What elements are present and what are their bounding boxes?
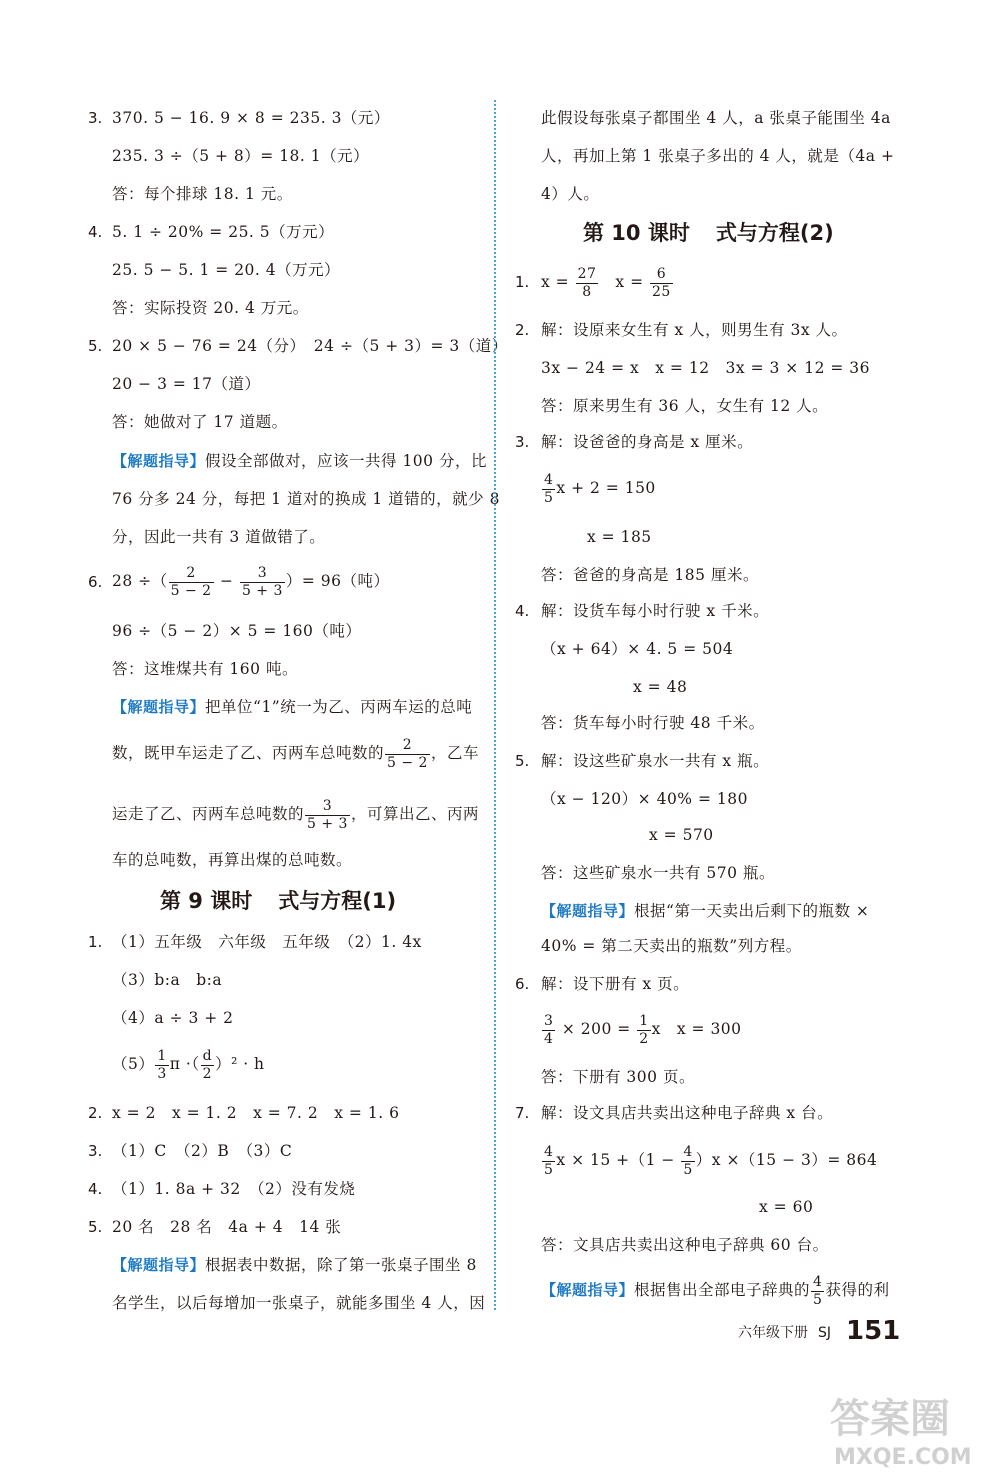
lesson-heading: 第 9 课时 式与方程(1) [160,889,397,913]
fraction: $\frac{1}{3}$ [157,1047,167,1082]
answer-line: （4）a ÷ 3 + 2 [112,1009,234,1027]
tip-line-fraction: 【解题指导】根据售出全部电子辞典的 $\frac{4}{5}$ 获得的利 [541,1273,890,1308]
watermark-text: 答案圈 [830,1396,950,1442]
question-number: 4. [515,602,530,620]
fraction: $\frac{4}{5}$ [544,1143,554,1178]
answer-line: 答：爸爸的身高是 185 厘米。 [541,566,759,584]
answer-line: 解：设这些矿泉水一共有 x 瓶。 [541,752,770,770]
answer-line: （x + 64）× 4. 5 = 504 [541,640,734,658]
answer-line: x = 48 [633,678,688,696]
answer-line: 5. 1 ÷ 20% = 25. 5（万元） [112,223,335,241]
tip-label: 【解题指导】 [541,902,635,920]
answer-line: 答：货车每小时行驶 48 千米。 [541,714,765,732]
answer-line-fraction: 28 ÷（ $\frac{2}{5 - 2}$ − $\frac{3}{5 + 3}$ ）= 96（吨） [112,564,390,599]
answer-line: 答：原来男生有 36 人，女生有 12 人。 [541,397,829,415]
fraction: $\frac{2}{5 - 2}$ [170,564,212,599]
answer-line-fraction: （5） $\frac{1}{3}$ π ·（ $\frac{d}{2}$ ）² · h [112,1047,265,1082]
answer-line: 解：设文具店共卖出这种电子辞典 x 台。 [541,1104,834,1122]
question-number: 5. [88,1218,103,1236]
tip-line: 【解题指导】根据表中数据，除了第一张桌子围坐 8 [112,1256,477,1274]
answer-line: 235. 3 ÷（5 + 8）= 18. 1（元） [112,147,370,165]
answer-line: x = 60 [759,1198,814,1216]
answer-line-fraction: x = $\frac{27}{8}$ x = $\frac{6}{25}$ [541,265,671,300]
tip-line: 【解题指导】把单位“1”统一为乙、丙两车运的总吨 [112,698,473,716]
tip-text: 假设全部做对，应该一共得 100 分，比 [205,452,487,470]
answer-line: （1）五年级 六年级 五年级 （2）1. 4x [112,933,422,951]
question-number: 2. [88,1104,103,1122]
answer-line: 答：她做对了 17 道题。 [112,413,288,431]
lesson-heading: 第 10 课时 式与方程(2) [583,221,834,245]
answer-line: x = 185 [587,528,652,546]
answer-line: 20 − 3 = 17（道） [112,375,261,393]
tip-line: 此假设每张桌子都围坐 4 人，a 张桌子能围坐 4a [541,109,891,127]
answer-line-fraction: $\frac{4}{5}$ x × 15 +（1 − $\frac{4}{5}$ ）x ×（15 − 3）= 864 [544,1143,878,1178]
answer-line: 96 ÷（5 − 2）× 5 = 160（吨） [112,622,362,640]
question-number: 7. [515,1104,530,1122]
fraction: $\frac{6}{25}$ [652,265,671,300]
question-number: 1. [515,273,530,291]
answer-line: 解：设原来女生有 x 人，则男生有 3x 人。 [541,321,848,339]
tip-label: 【解题指导】 [112,452,206,470]
question-number: 5. [88,337,103,355]
tip-label: 【解题指导】 [112,698,206,716]
answer-line: 25. 5 − 5. 1 = 20. 4（万元） [112,261,341,279]
tip-line: 人，再加上第 1 张桌子多出的 4 人，就是（4a + [541,147,895,165]
tip-line-fraction: 数，既甲车运走了乙、丙两车总吨数的 $\frac{2}{5 - 2}$ ，乙车 [112,736,479,771]
tip-line: 车的总吨数，再算出煤的总吨数。 [112,851,353,869]
fraction: $\frac{3}{4}$ [544,1012,554,1047]
answer-line: x = 2 x = 1. 2 x = 7. 2 x = 1. 6 [112,1104,400,1122]
answer-line: （1）C （2）B （3）C [112,1142,293,1160]
tip-line: 【解题指导】根据“第一天卖出后剩下的瓶数 × [541,902,870,920]
page-number: 151 [846,1316,901,1346]
question-number: 5. [515,752,530,770]
answer-line: 370. 5 − 16. 9 × 8 = 235. 3（元） [112,109,390,127]
answer-line: 20 名 28 名 4a + 4 14 张 [112,1218,342,1236]
tip-label: 【解题指导】 [541,1281,635,1299]
fraction: $\frac{d}{2}$ [202,1047,213,1082]
tip-line: 4）人。 [541,185,600,203]
answer-line: （1）1. 8a + 32 （2）没有发烧 [112,1180,356,1198]
tip-line: 分，因此一共有 3 道做错了。 [112,528,326,546]
question-number: 1. [88,933,103,951]
watermark-url: MXQE.COM [834,1445,972,1470]
question-number: 3. [88,1142,103,1160]
answer-line-fraction: $\frac{4}{5}$ x + 2 = 150 [544,471,656,506]
answer-line: x = 570 [649,826,714,844]
answer-line: 答：这些矿泉水一共有 570 瓶。 [541,864,775,882]
tip-line [112,451,487,471]
grade-label: 六年级下册 [738,1325,808,1341]
tip-label: 【解题指导】 [112,1256,206,1274]
fraction: $\frac{3}{5 + 3}$ [241,564,283,599]
fraction: $\frac{4}{5}$ [683,1143,693,1178]
fraction: $\frac{4}{5}$ [813,1273,823,1308]
answer-line: 20 × 5 − 76 = 24（分） 24 ÷（5 + 3）= 3（道） [112,337,508,355]
series-label: SJ [818,1325,832,1341]
question-number: 2. [515,321,530,339]
answer-line: 答：每个排球 18. 1 元。 [112,185,293,203]
fraction: $\frac{4}{5}$ [544,471,554,506]
answer-line: 答：这堆煤共有 160 吨。 [112,660,298,678]
answer-line: 解：设货车每小时行驶 x 千米。 [541,602,770,620]
answer-line: 解：设下册有 x 页。 [541,975,690,993]
fraction: $\frac{2}{5 - 2}$ [387,736,428,771]
answer-line: 3x − 24 = x x = 12 3x = 3 × 12 = 36 [541,359,870,377]
question-number: 6. [515,975,530,993]
column-divider [494,100,496,1310]
answer-line: 答：下册有 300 页。 [541,1068,695,1086]
question-number: 3. [88,109,103,127]
answer-line: （x − 120）× 40% = 180 [541,790,748,808]
tip-line: 76 分多 24 分，每把 1 道对的换成 1 道错的，就少 8 [112,490,500,508]
question-number: 4. [88,223,103,241]
answer-line: 答：文具店共卖出这种电子辞典 60 台。 [541,1236,829,1254]
fraction: $\frac{27}{8}$ [577,265,597,300]
fraction: $\frac{1}{2}$ [639,1012,649,1047]
question-number: 3. [515,433,530,451]
question-number: 4. [88,1180,103,1198]
fraction: $\frac{3}{5 + 3}$ [307,797,348,832]
question-number: 6. [88,573,103,591]
tip-line: 40% = 第二天卖出的瓶数”列方程。 [541,937,802,955]
answer-line: 答：实际投资 20. 4 万元。 [112,299,309,317]
tip-line-fraction: 运走了乙、丙两车总吨数的 $\frac{3}{5 + 3}$ ，可算出乙、丙两 [112,797,479,832]
tip-line: 名学生，以后每增加一张桌子，就能多围坐 4 人，因 [112,1294,486,1312]
answer-line: （3）b:a b:a [112,971,223,989]
watermark-logo [826,1395,1000,1479]
answer-line: 解：设爸爸的身高是 x 厘米。 [541,433,754,451]
answer-line-fraction: $\frac{3}{4}$ × 200 = $\frac{1}{2}$ x x = 300 [544,1012,742,1047]
